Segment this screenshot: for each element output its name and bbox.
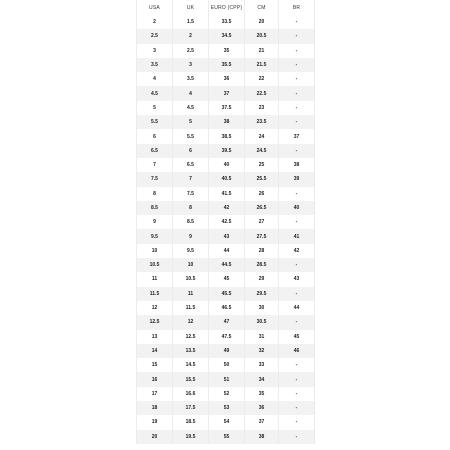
cell-usa: 15 [137, 358, 173, 372]
header-uk: UK [173, 0, 209, 15]
table-row [137, 229, 315, 243]
cell-cm: 23 [245, 101, 279, 115]
cell-br: 44 [279, 301, 315, 315]
cell-br: 41 [279, 229, 315, 243]
table-row [137, 72, 315, 86]
cell-euro: 42.5 [209, 215, 245, 229]
table-row [137, 430, 315, 444]
table-row [137, 129, 315, 143]
cell-euro: 54 [209, 415, 245, 429]
cell-euro: 42 [209, 201, 245, 215]
cell-uk: 14.5 [173, 358, 209, 372]
table-row [137, 358, 315, 372]
cell-euro: 45 [209, 272, 245, 286]
cell-euro: 53 [209, 401, 245, 415]
table-row [137, 201, 315, 215]
cell-br: - [279, 215, 315, 229]
table-row [137, 315, 315, 329]
cell-euro: 43 [209, 229, 245, 243]
cell-cm: 26.5 [245, 201, 279, 215]
size-conversion-table [136, 0, 315, 444]
table-body [137, 15, 315, 444]
cell-br: - [279, 372, 315, 386]
table-row [137, 287, 315, 301]
header-usa: USA [137, 0, 173, 15]
table-row [137, 272, 315, 286]
cell-euro: 41.5 [209, 187, 245, 201]
table-row [137, 401, 315, 415]
cell-usa: 8 [137, 187, 173, 201]
cell-br: 37 [279, 129, 315, 143]
cell-uk: 1.5 [173, 15, 209, 29]
cell-cm: 20.5 [245, 29, 279, 43]
cell-euro: 37.5 [209, 101, 245, 115]
cell-euro: 45.5 [209, 287, 245, 301]
cell-cm: 25.5 [245, 172, 279, 186]
cell-cm: 29.5 [245, 287, 279, 301]
cell-uk: 2 [173, 29, 209, 43]
cell-cm: 21.5 [245, 58, 279, 72]
cell-cm: 27 [245, 215, 279, 229]
cell-euro: 47.5 [209, 330, 245, 344]
cell-uk: 7.5 [173, 187, 209, 201]
cell-cm: 29 [245, 272, 279, 286]
cell-uk: 19.5 [173, 430, 209, 444]
cell-uk: 8 [173, 201, 209, 215]
cell-uk: 9 [173, 229, 209, 243]
table-row [137, 187, 315, 201]
cell-cm: 38 [245, 430, 279, 444]
table-row [137, 330, 315, 344]
cell-euro: 39.5 [209, 144, 245, 158]
cell-uk: 6 [173, 144, 209, 158]
table-row [137, 44, 315, 58]
table-row [137, 29, 315, 43]
table-row [137, 158, 315, 172]
cell-uk: 4.5 [173, 101, 209, 115]
cell-br: - [279, 358, 315, 372]
cell-euro: 50 [209, 358, 245, 372]
cell-usa: 19 [137, 415, 173, 429]
cell-usa: 9.5 [137, 229, 173, 243]
cell-euro: 46.5 [209, 301, 245, 315]
cell-cm: 21 [245, 44, 279, 58]
cell-usa: 3 [137, 44, 173, 58]
cell-euro: 55 [209, 430, 245, 444]
cell-usa: 4.5 [137, 86, 173, 100]
table-row [137, 15, 315, 29]
cell-usa: 16 [137, 372, 173, 386]
cell-euro: 33.5 [209, 15, 245, 29]
cell-uk: 11.5 [173, 301, 209, 315]
cell-br: - [279, 187, 315, 201]
cell-usa: 17 [137, 387, 173, 401]
cell-cm: 26 [245, 187, 279, 201]
table-header [137, 0, 315, 15]
cell-br: 40 [279, 201, 315, 215]
cell-usa: 2 [137, 15, 173, 29]
table-row [137, 58, 315, 72]
table-row [137, 244, 315, 258]
table-row [137, 344, 315, 358]
header-row [137, 0, 315, 15]
cell-br: 39 [279, 172, 315, 186]
cell-br: - [279, 401, 315, 415]
cell-br: - [279, 415, 315, 429]
cell-euro: 49 [209, 344, 245, 358]
cell-uk: 6.5 [173, 158, 209, 172]
cell-uk: 8.5 [173, 215, 209, 229]
cell-cm: 32 [245, 344, 279, 358]
cell-euro: 35 [209, 44, 245, 58]
cell-euro: 34.5 [209, 29, 245, 43]
cell-cm: 24 [245, 129, 279, 143]
table-row [137, 215, 315, 229]
table-row [137, 86, 315, 100]
cell-usa: 5.5 [137, 115, 173, 129]
cell-cm: 33 [245, 358, 279, 372]
cell-usa: 7 [137, 158, 173, 172]
header-cm: CM [245, 0, 279, 15]
cell-br: - [279, 72, 315, 86]
cell-euro: 36 [209, 72, 245, 86]
cell-cm: 36 [245, 401, 279, 415]
cell-usa: 2.5 [137, 29, 173, 43]
cell-br: - [279, 387, 315, 401]
cell-uk: 3 [173, 58, 209, 72]
cell-euro: 44.5 [209, 258, 245, 272]
cell-euro: 47 [209, 315, 245, 329]
cell-cm: 31 [245, 330, 279, 344]
cell-cm: 23.5 [245, 115, 279, 129]
header-euro: EURO (CPP) [209, 0, 245, 15]
cell-uk: 2.5 [173, 44, 209, 58]
cell-br: - [279, 258, 315, 272]
cell-cm: 24.5 [245, 144, 279, 158]
cell-uk: 10.5 [173, 272, 209, 286]
table-row [137, 258, 315, 272]
cell-cm: 25 [245, 158, 279, 172]
cell-br: - [279, 315, 315, 329]
cell-uk: 5.5 [173, 129, 209, 143]
cell-usa: 5 [137, 101, 173, 115]
cell-cm: 30.5 [245, 315, 279, 329]
cell-uk: 12 [173, 315, 209, 329]
cell-br: - [279, 101, 315, 115]
table-row [137, 372, 315, 386]
cell-usa: 10 [137, 244, 173, 258]
cell-uk: 12.5 [173, 330, 209, 344]
cell-euro: 35.5 [209, 58, 245, 72]
cell-br: 38 [279, 158, 315, 172]
cell-cm: 22 [245, 72, 279, 86]
cell-usa: 18 [137, 401, 173, 415]
cell-usa: 11 [137, 272, 173, 286]
cell-uk: 17.5 [173, 401, 209, 415]
cell-br: - [279, 430, 315, 444]
table-row [137, 387, 315, 401]
cell-usa: 13 [137, 330, 173, 344]
cell-uk: 10 [173, 258, 209, 272]
cell-uk: 15.5 [173, 372, 209, 386]
table-row [137, 115, 315, 129]
cell-cm: 28 [245, 244, 279, 258]
cell-uk: 9.5 [173, 244, 209, 258]
cell-euro: 40 [209, 158, 245, 172]
cell-br: - [279, 86, 315, 100]
cell-usa: 11.5 [137, 287, 173, 301]
cell-usa: 12 [137, 301, 173, 315]
cell-br: 46 [279, 344, 315, 358]
cell-cm: 30 [245, 301, 279, 315]
cell-usa: 14 [137, 344, 173, 358]
cell-uk: 4 [173, 86, 209, 100]
cell-br: - [279, 58, 315, 72]
cell-usa: 8.5 [137, 201, 173, 215]
cell-br: - [279, 29, 315, 43]
cell-cm: 22.5 [245, 86, 279, 100]
cell-usa: 12.5 [137, 315, 173, 329]
cell-uk: 11 [173, 287, 209, 301]
cell-euro: 52 [209, 387, 245, 401]
cell-usa: 6 [137, 129, 173, 143]
cell-cm: 35 [245, 387, 279, 401]
cell-cm: 20 [245, 15, 279, 29]
table-row [137, 415, 315, 429]
cell-usa: 9 [137, 215, 173, 229]
cell-usa: 3.5 [137, 58, 173, 72]
cell-br: - [279, 144, 315, 158]
cell-uk: 16.6 [173, 387, 209, 401]
header-br: BR [279, 0, 315, 15]
cell-uk: 3.5 [173, 72, 209, 86]
table-row [137, 301, 315, 315]
cell-cm: 37 [245, 415, 279, 429]
cell-euro: 51 [209, 372, 245, 386]
cell-uk: 5 [173, 115, 209, 129]
cell-usa: 10.5 [137, 258, 173, 272]
cell-br: - [279, 15, 315, 29]
cell-euro: 44 [209, 244, 245, 258]
cell-br: - [279, 44, 315, 58]
cell-euro: 37 [209, 86, 245, 100]
cell-usa: 20 [137, 430, 173, 444]
cell-cm: 27.5 [245, 229, 279, 243]
cell-br: 43 [279, 272, 315, 286]
cell-cm: 34 [245, 372, 279, 386]
table-row [137, 144, 315, 158]
cell-euro: 38.5 [209, 129, 245, 143]
cell-usa: 4 [137, 72, 173, 86]
cell-usa: 6.5 [137, 144, 173, 158]
table-row [137, 172, 315, 186]
cell-br: - [279, 287, 315, 301]
cell-br: - [279, 115, 315, 129]
cell-euro: 40.5 [209, 172, 245, 186]
table-row [137, 101, 315, 115]
cell-cm: 28.5 [245, 258, 279, 272]
cell-euro: 38 [209, 115, 245, 129]
cell-uk: 18.5 [173, 415, 209, 429]
cell-uk: 7 [173, 172, 209, 186]
cell-br: 42 [279, 244, 315, 258]
cell-uk: 13.5 [173, 344, 209, 358]
cell-br: 45 [279, 330, 315, 344]
cell-usa: 7.5 [137, 172, 173, 186]
